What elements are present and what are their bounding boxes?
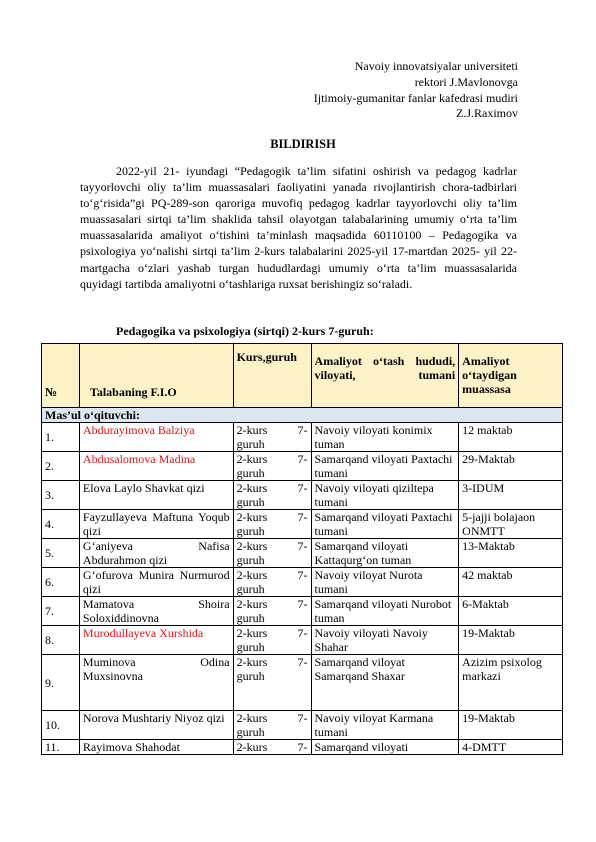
table-body xyxy=(42,408,563,755)
student-name-text: G‘aniyeva Nafisa Abdurahmon qizi xyxy=(82,539,230,567)
table-row xyxy=(42,740,563,755)
group-number: 7- xyxy=(297,740,308,754)
student-name-text: Murodullayeva Xurshida xyxy=(82,626,204,640)
table-row xyxy=(42,539,563,568)
group-number: 7- xyxy=(297,539,308,553)
practice-institution: 4-DMTT xyxy=(459,740,563,755)
course-group xyxy=(233,423,311,452)
students-table xyxy=(41,343,563,755)
table-row xyxy=(42,655,563,711)
practice-region: Navoiy viloyati Navoiy Shahar xyxy=(311,626,459,655)
student-name xyxy=(79,711,233,740)
practice-institution: 29-Maktab xyxy=(459,452,563,481)
row-number: 4. xyxy=(42,510,80,539)
group-number: 7- xyxy=(297,655,308,669)
table-row xyxy=(42,626,563,655)
addressee-line: Z.J.Raximov xyxy=(456,106,518,121)
course-label: 2-kurs xyxy=(236,568,268,582)
course-group xyxy=(233,740,311,755)
student-name-text: G‘ofurova Munira Nurmurod qizi xyxy=(82,568,230,596)
course-group xyxy=(233,597,311,626)
practice-institution: 12 maktab xyxy=(459,423,563,452)
practice-region: Navoiy viloyat Karmana tumani xyxy=(311,711,459,740)
group-label: guruh xyxy=(236,582,265,596)
student-name xyxy=(79,452,233,481)
practice-institution: 5-jajji bolajaon ONMTT xyxy=(459,510,563,539)
header-region xyxy=(311,344,459,408)
section-row xyxy=(42,408,563,423)
row-number: 1. xyxy=(42,423,80,452)
row-number: 10. xyxy=(42,711,80,740)
practice-region: Samarqand viloyati Kattaqurg‘on tuman xyxy=(311,539,459,568)
group-label: guruh xyxy=(236,495,265,509)
student-name xyxy=(79,655,233,711)
course-group xyxy=(233,510,311,539)
practice-institution: 19-Maktab xyxy=(459,626,563,655)
table-row xyxy=(42,597,563,626)
group-label: guruh xyxy=(236,524,265,538)
addressee-line: rektori J.Mavlonovga xyxy=(414,74,518,89)
course-label: 2-kurs xyxy=(236,626,268,640)
practice-region: Samarqand viloyati xyxy=(311,740,459,755)
group-number: 7- xyxy=(297,711,308,725)
practice-institution: 13-Maktab xyxy=(459,539,563,568)
practice-institution: Azizim psixolog markazi xyxy=(459,655,563,711)
practice-region: Samarqand viloyati Nurobot tuman xyxy=(311,597,459,626)
student-name-text: Rayimova Shahodat xyxy=(82,740,180,754)
header-course: Kurs,guruh xyxy=(233,344,311,408)
student-name-text: Abdurayimova Balziya xyxy=(82,423,195,437)
course-group xyxy=(233,711,311,740)
group-label: guruh xyxy=(236,669,265,683)
row-number: 8. xyxy=(42,626,80,655)
group-number: 7- xyxy=(297,452,308,466)
table-row xyxy=(42,568,563,597)
course-label: 2-kurs xyxy=(236,510,268,524)
course-label: 2-kurs xyxy=(236,597,268,611)
student-name-text: Fayzullayeva Maftuna Yoqub qizi xyxy=(82,510,230,538)
group-label: guruh xyxy=(236,466,265,480)
course-group xyxy=(233,626,311,655)
practice-region: Navoiy viloyat Nurota tumani xyxy=(311,568,459,597)
student-name-text: Norova Mushtariy Niyoz qizi xyxy=(82,711,225,725)
group-label: guruh xyxy=(236,725,265,739)
student-name xyxy=(79,539,233,568)
body-text: 2022-yil 21- iyundagi “Pedagogik ta’lim sifatini oshirish va pedagog kadrlar tayyorlovchi oliy ta’lim muassasalari faoliyatini yanada rivojlantirish chora-tadbirlari to‘g‘risida”gi PQ-289-son qaroriga muvofiq pedagog kadrlar tayyorlovchi oliy ta’lim muassasalari sirtqi ta’lim shaklida tahsil olayotgan talabalarining umumiy o‘rta ta’lim muassasalarida amaliyot o‘tishini ta’minlash maqsadida 60110100 – Pedagogika va psixologiya yo‘nalishi sirtqi ta’lim 2-kurs talabalarini 2025-yil 17-martdan 2025- yil 22-martgacha o‘zlari yashab turgan hududlardagi umumiy o‘rta ta’lim muassasalarida quyidagi tartibda amaliyotni o‘tashlariga ruxsat berishingiz so‘raladi. xyxy=(80,164,517,291)
practice-region: Navoiy viloyati qiziltepa tumani xyxy=(311,481,459,510)
student-name-text: Muminova Odina Muxsinovna xyxy=(82,655,230,683)
addressee-line: Navoiy innovatsiyalar universiteti xyxy=(354,59,518,73)
group-label: guruh xyxy=(236,553,265,567)
group-subheading: Pedagogika va psixologiya (sirtqi) 2-kurs 7-guruh: xyxy=(116,324,374,338)
practice-institution: 42 maktab xyxy=(459,568,563,597)
practice-institution: 19-Maktab xyxy=(459,711,563,740)
row-number: 6. xyxy=(42,568,80,597)
course-group xyxy=(233,655,311,711)
group-number: 7- xyxy=(297,597,308,611)
header-institution: Amaliyot o‘taydigan muassasa xyxy=(459,344,563,408)
table-row xyxy=(42,452,563,481)
group-number: 7- xyxy=(297,626,308,640)
group-number: 7- xyxy=(297,568,308,582)
practice-institution: 6-Maktab xyxy=(459,597,563,626)
section-label: Mas’ul o‘qituvchi: xyxy=(42,408,563,423)
course-label: 2-kurs xyxy=(236,711,268,725)
group-number: 7- xyxy=(297,510,308,524)
course-label: 2-kurs xyxy=(236,452,268,466)
row-number: 5. xyxy=(42,539,80,568)
table-row xyxy=(42,510,563,539)
addressee-line: Ijtimoiy-gumanitar fanlar kafedrasi mudiri xyxy=(313,90,518,105)
student-name xyxy=(79,481,233,510)
row-number: 11. xyxy=(42,740,80,755)
table-row xyxy=(42,423,563,452)
practice-institution: 3-IDUM xyxy=(459,481,563,510)
student-name xyxy=(79,510,233,539)
practice-region: Samarqand viloyati Paxtachi tumani xyxy=(311,452,459,481)
course-group xyxy=(233,539,311,568)
header-region-text: Amaliyot o‘tash hududi, viloyati, tumani xyxy=(314,354,456,382)
student-name xyxy=(79,423,233,452)
practice-region: Navoiy viloyati konimix tuman xyxy=(311,423,459,452)
course-label: 2-kurs xyxy=(236,481,268,495)
student-name xyxy=(79,597,233,626)
group-label: guruh xyxy=(236,611,265,625)
header-name: Talabaning F.I.O xyxy=(79,344,233,408)
student-name-text: Elova Laylo Shavkat qizi xyxy=(82,481,205,495)
table-row xyxy=(42,711,563,740)
student-name-text: Abdusalomova Madina xyxy=(82,452,196,466)
document-title: BILDIRISH xyxy=(270,137,336,151)
row-number: 2. xyxy=(42,452,80,481)
row-number: 7. xyxy=(42,597,80,626)
student-name xyxy=(79,740,233,755)
course-label: 2-kurs xyxy=(236,655,268,669)
group-label: guruh xyxy=(236,640,265,654)
course-label: 2-kurs xyxy=(236,423,268,437)
header-number: № xyxy=(42,344,80,408)
table-row xyxy=(42,481,563,510)
course-label: 2-kurs xyxy=(236,539,268,553)
student-name xyxy=(79,568,233,597)
group-number: 7- xyxy=(297,481,308,495)
row-number: 9. xyxy=(42,655,80,711)
course-group xyxy=(233,452,311,481)
course-group xyxy=(233,481,311,510)
row-number: 3. xyxy=(42,481,80,510)
table-header-row xyxy=(42,344,563,408)
group-label: guruh xyxy=(236,437,265,451)
practice-region: Samarqand viloyati Paxtachi tumani xyxy=(311,510,459,539)
practice-region: Samarqand viloyat Samarqand Shaxar xyxy=(311,655,459,711)
student-name-text: Mamatova Shoira Soloxiddinovna xyxy=(82,597,230,625)
addressee-block xyxy=(314,59,518,122)
student-name xyxy=(79,626,233,655)
course-label: 2-kurs xyxy=(236,740,268,754)
course-group xyxy=(233,568,311,597)
body-paragraph xyxy=(80,163,517,292)
group-number: 7- xyxy=(297,423,308,437)
